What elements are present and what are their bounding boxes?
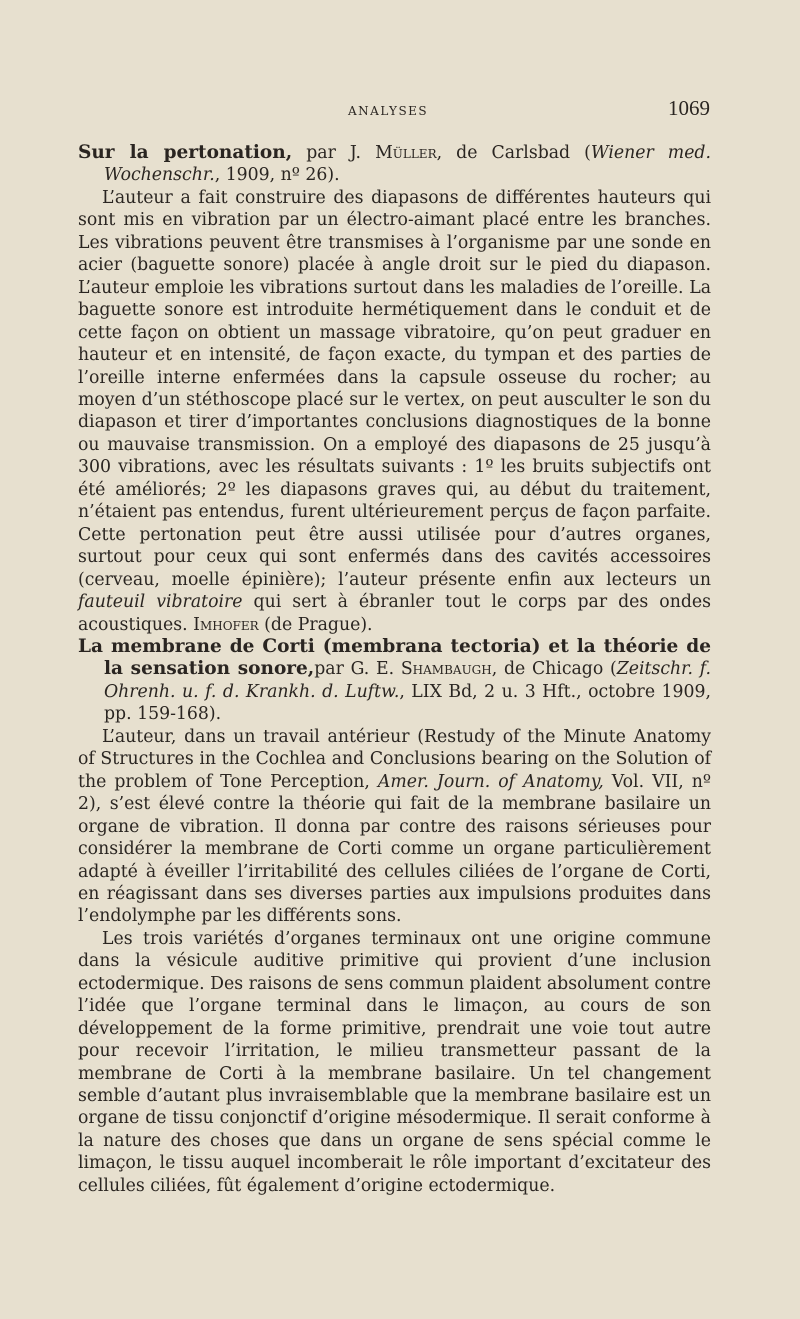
- article-1-signature-suffix: (de Prague).: [258, 614, 373, 635]
- article-2-author-suffix: , de Chicago (: [491, 659, 617, 680]
- article-2-text-start: L’auteur, dans un travail antérieur (Restudy of the Minute Anatomy of Structures in the Cochlea and Conclusions bearing on the Solution of the problem of Tone Perception,: [78, 726, 711, 792]
- article-2-title: La membrane de Corti (membrana tectoria) et la théorie de la sensation sonore,: [78, 635, 711, 680]
- article-1-ref-suffix: , 1909, nº 26).: [214, 165, 340, 186]
- article-2-italic-citation: Amer. Journ. of Anatomy,: [377, 771, 604, 792]
- article-1-paragraph: [78, 187, 711, 636]
- article-2-paragraph-1: [78, 726, 711, 928]
- running-title: ANALYSES: [348, 104, 429, 118]
- article-2-author-prefix: par G. E.: [314, 659, 401, 680]
- article-1-author-suffix: , de Carlsbad (: [436, 143, 591, 163]
- article-1-heading: [78, 142, 711, 187]
- article-2-heading: [78, 636, 711, 726]
- article-1-italic-term: fauteuil vibratoire: [78, 592, 243, 613]
- article-2-author: Shambaugh: [400, 659, 492, 680]
- article-1-title: Sur la pertonation,: [78, 142, 293, 163]
- article-1-author-prefix: par J.: [292, 143, 376, 163]
- article-2-ref-suffix: , LIX Bd, 2 u. 3 Hft., octobre 1909, pp. 159-168).: [104, 681, 712, 725]
- article-2-journal: Zeitschr. f. Ohrenh. u. f. d. Krankh. d. Luftw.: [104, 659, 711, 702]
- article-1-signature: Imhofer: [193, 614, 259, 635]
- article-2-text-end: Vol. VII, nº 2), s’est élevé contre la théorie qui fait de la membrane basilaire un organe de vibration. Il donna par contre des raisons sérieuses pour considérer la membrane de Corti comme un organe particulièrement adapté à éveiller l’irritabilité des cellules ciliées de l’organe de Corti, en réagissant dans ses diverses parties aux impulsions produites dans l’endolymphe par les différents sons.: [78, 771, 711, 927]
- page-body: [78, 142, 711, 1197]
- page-number: 1069: [668, 96, 710, 120]
- article-1-text-end: qui sert à ébranler tout le corps par des ondes acoustiques.: [78, 592, 711, 635]
- article-2-paragraph-2: Les trois variétés d’organes terminaux ont une origine commune dans la vésicule auditive primitive qui provient d’une inclusion ectodermique. Des raisons de sens commun plaident absolument contre l’idée que l’organe terminal dans le limaçon, au cours de son développement de la forme primitive, prendrait une voie tout autre pour recevoir l’irritation, le milieu transmetteur passant de la membrane de Corti à la membrane basilaire. Un tel changement semble d’autant plus invraisemblable que la membrane basilaire est un organe de tissu conjonctif d’origine mésodermique. Il serait conforme à la nature des choses que dans un organe de sens spécial comme le limaçon, le tissu auquel incomberait le rôle important d’excitateur des cellules ciliées, fût également d’origine ectodermique.: [78, 928, 711, 1196]
- article-1-text: L’auteur a fait construire des diapasons de différentes hauteurs qui sont mis en vibration par un électro-aimant placé entre les branches. Les vibrations peuvent être transmises à l’organisme par une sonde en acier (baguette sonore) placée à angle droit sur le pied du diapason. L’auteur emploie les vibrations surtout dans les maladies de l’oreille. La baguette sonore est introduite hermétiquement dans le conduit et de cette façon on obtient un massage vibratoire, qu’on peut graduer en hauteur et en intensité, de façon exacte, du tympan et des parties de l’oreille interne enfermées dans la capsule osseuse du rocher; au moyen d’un stéthoscope placé sur le vertex, on peut ausculter le son du diapason et tirer d’importantes conclusions diagnostiques de la bonne ou mauvaise transmission. On a employé des diapasons de 25 jusqu’à 300 vibrations, avec les résultats suivants : 1º les bruits subjectifs ont été améliorés; 2º les diapasons graves qui, au début du traitement, n’étaient pas entendus, furent ultérieurement perçus de façon parfaite. Cette pertonation peut être aussi utilisée pour d’autres organes, surtout pour ceux qui sont enfermés dans des cavités accessoires (cerveau, moelle épinière); l’auteur présente enfin aux lecteurs un: [78, 187, 711, 590]
- article-1-author: Müller: [375, 143, 437, 163]
- running-head: [78, 96, 710, 126]
- article-1-journal: Wiener med. Wochenschr.: [104, 143, 711, 186]
